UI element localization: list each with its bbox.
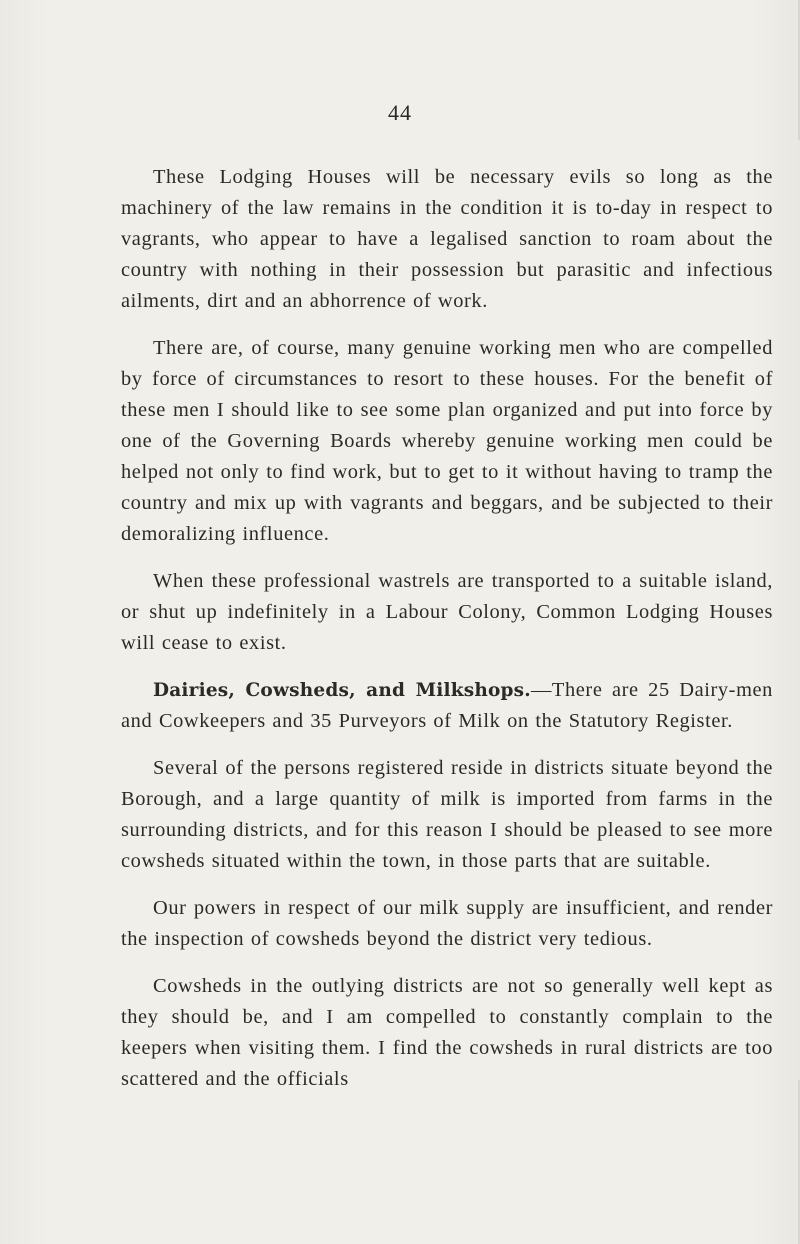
paragraph-text: These Lodging Houses will be necessary evils so long as the machinery of the law remains in the condition it is to-day in respect to vagrants, who appear to have a legalised sanction to roam about the country with nothing in their possession but parasitic and infectious ailments, dirt and an abhorrence of work. [121, 166, 773, 312]
page-number: 44 [388, 100, 412, 125]
paragraph-text: Cowsheds in the outlying districts are not so generally well kept as they should be, and I am compelled to constantly complain to the keepers when visiting them. I find the cowsheds in rural districts are too scattered and the officials [121, 975, 773, 1090]
paragraph-outlying-cowsheds [121, 971, 773, 1095]
page-body [121, 162, 773, 1111]
paragraph-dairies [121, 675, 773, 737]
paragraph-text: There are, of course, many genuine working men who are compelled by force of circumstances to resort to these houses. For the benefit of these men I should like to see some plan organized and put into force by one of the Governing Boards whereby genuine working men could be helped not only to find work, but to get to it without having to tramp the country and mix up with vagrants and beggars, and be subjected to their demoralizing influence. [121, 337, 773, 545]
paragraph-text: When these professional wastrels are transported to a suitable island, or shut up indefinitely in a Labour Colony, Common Lodging Houses will cease to exist. [121, 570, 773, 654]
section-heading: Dairies, Cowsheds, and Milkshops. [153, 680, 531, 701]
paragraph-lodging-houses [121, 162, 773, 317]
paragraph-working-men [121, 333, 773, 550]
paragraph-wastrels [121, 566, 773, 659]
paragraph-text: —There are 25 Dairy-men and Cowkeepers and 35 Purveyors of Milk on the Statutory Register. [121, 679, 773, 732]
paragraph-text: Our powers in respect of our milk supply are insufficient, and render the inspection of cowsheds beyond the district very tedious. [121, 897, 773, 950]
paragraph-registered-persons [121, 753, 773, 877]
paragraph-milk-powers [121, 893, 773, 955]
paragraph-text: Several of the persons registered reside in districts situate beyond the Borough, and a large quantity of milk is imported from farms in the surrounding districts, and for this reason I should be pleased to see more cowsheds situated within the town, in those parts that are suitable. [121, 757, 773, 872]
